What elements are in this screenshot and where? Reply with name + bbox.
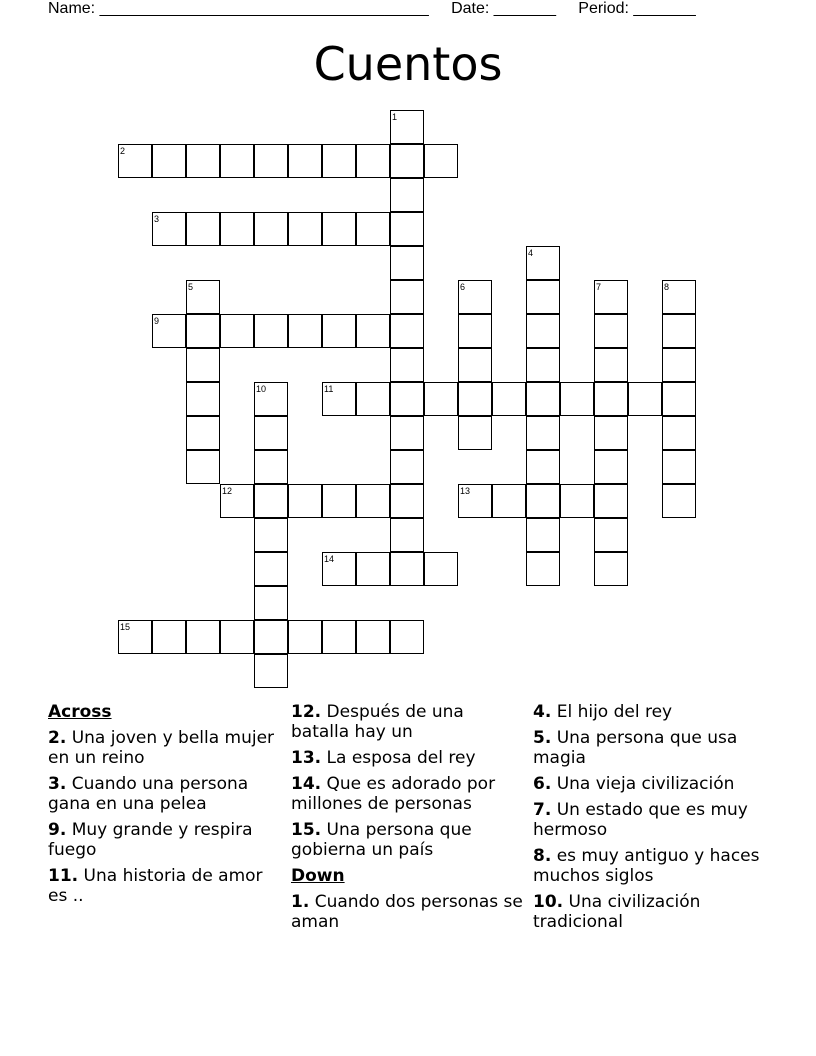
grid-cell[interactable] (390, 110, 424, 144)
grid-cell[interactable] (662, 484, 696, 518)
grid-cell[interactable] (390, 280, 424, 314)
grid-cell[interactable] (492, 484, 526, 518)
grid-cell[interactable] (458, 382, 492, 416)
grid-cell[interactable] (322, 484, 356, 518)
grid-cell[interactable] (220, 212, 254, 246)
grid-cell[interactable] (662, 280, 696, 314)
grid-cell[interactable] (458, 280, 492, 314)
grid-cell[interactable] (390, 552, 424, 586)
down-clue: 6. Una vieja civilización (533, 774, 735, 794)
clue-number: 15 (120, 622, 131, 632)
grid-cell[interactable] (662, 382, 696, 416)
grid-cell[interactable] (220, 144, 254, 178)
grid-cell[interactable] (390, 620, 424, 654)
grid-cell[interactable] (424, 382, 458, 416)
grid-cell[interactable] (186, 450, 220, 484)
grid-cell[interactable] (288, 212, 322, 246)
grid-cell[interactable] (322, 144, 356, 178)
name-label: Name: (48, 0, 100, 17)
grid-cell[interactable] (152, 620, 186, 654)
grid-cell[interactable] (186, 348, 220, 382)
down-clue: 5. Una persona que usa magia (533, 728, 738, 768)
grid-cell[interactable] (390, 450, 424, 484)
clue-number: 13 (460, 486, 471, 496)
grid-cell[interactable] (594, 416, 628, 450)
grid-cell[interactable] (390, 144, 424, 178)
clue-column-1 (48, 702, 284, 912)
clue-number: 9 (154, 316, 160, 326)
down-clue: 4. El hijo del rey (533, 702, 673, 722)
puzzle-title: Cuentos (313, 37, 503, 91)
grid-cell[interactable] (356, 484, 390, 518)
grid-cell[interactable] (254, 654, 288, 688)
grid-cell[interactable] (254, 552, 288, 586)
grid-cell[interactable] (594, 552, 628, 586)
across-clue: 15. Una persona que gobierna un país (291, 820, 472, 860)
clue-number: 4 (528, 248, 534, 258)
across-clue: 12. Después de una batalla hay un (291, 702, 464, 742)
clue-number: 3 (154, 214, 160, 224)
grid-cell[interactable] (390, 314, 424, 348)
grid-cell[interactable] (254, 586, 288, 620)
grid-cell[interactable] (186, 416, 220, 450)
grid-cell[interactable] (152, 212, 186, 246)
clue-number: 14 (324, 554, 335, 564)
across-clue: 3. Cuando una persona gana en una pelea (48, 774, 249, 814)
across-clue: 9. Muy grande y respira fuego (48, 820, 253, 860)
clue-number: 10 (256, 384, 267, 394)
grid-cell[interactable] (356, 382, 390, 416)
grid-cell[interactable] (356, 552, 390, 586)
grid-cell[interactable] (526, 348, 560, 382)
grid-cell[interactable] (424, 144, 458, 178)
grid-cell[interactable] (526, 314, 560, 348)
grid-cell[interactable] (390, 212, 424, 246)
grid-cell[interactable] (288, 314, 322, 348)
across-heading: Across (48, 702, 112, 722)
grid-cell[interactable] (458, 348, 492, 382)
grid-cell[interactable] (594, 484, 628, 518)
grid-cell[interactable] (526, 280, 560, 314)
grid-cell[interactable] (458, 314, 492, 348)
clue-number: 6 (460, 282, 466, 292)
grid-cell[interactable] (492, 382, 526, 416)
grid-cell[interactable] (288, 620, 322, 654)
grid-cell[interactable] (594, 348, 628, 382)
grid-cell[interactable] (186, 144, 220, 178)
grid-cell[interactable] (254, 416, 288, 450)
grid-cell[interactable] (186, 212, 220, 246)
grid-cell[interactable] (356, 212, 390, 246)
date-label: Date: (451, 0, 494, 17)
grid-cell[interactable] (220, 620, 254, 654)
grid-cell[interactable] (560, 484, 594, 518)
period-label: Period: (578, 0, 634, 17)
grid-cell[interactable] (220, 314, 254, 348)
grid-cell[interactable] (390, 348, 424, 382)
grid-cell[interactable] (322, 620, 356, 654)
across-clue: 11. Una historia de amor es .. (48, 866, 263, 906)
clue-number: 11 (324, 384, 334, 394)
clue-column-3 (533, 702, 773, 938)
grid-cell[interactable] (152, 144, 186, 178)
grid-cell[interactable] (356, 144, 390, 178)
grid-cell[interactable] (594, 450, 628, 484)
grid-cell[interactable] (356, 620, 390, 654)
grid-cell[interactable] (594, 382, 628, 416)
grid-cell[interactable] (390, 484, 424, 518)
grid-cell[interactable] (560, 382, 594, 416)
grid-cell[interactable] (390, 246, 424, 280)
down-clue: 10. Una civilización tradicional (533, 892, 701, 932)
grid-cell[interactable] (254, 314, 288, 348)
grid-cell[interactable] (186, 620, 220, 654)
grid-cell[interactable] (254, 144, 288, 178)
grid-cell[interactable] (254, 484, 288, 518)
across-clue: 2. Una joven y bella mujer en un reino (48, 728, 275, 768)
grid-cell[interactable] (390, 178, 424, 212)
grid-cell[interactable] (322, 314, 356, 348)
grid-cell[interactable] (186, 280, 220, 314)
grid-cell[interactable] (118, 620, 152, 654)
grid-cell[interactable] (594, 314, 628, 348)
period-blank[interactable]: _______ (633, 0, 696, 17)
date-blank[interactable]: _______ (493, 0, 557, 17)
grid-cell[interactable] (390, 382, 424, 416)
grid-cell[interactable] (526, 484, 560, 518)
clue-number: 5 (188, 282, 194, 292)
grid-cell[interactable] (186, 382, 220, 416)
grid-cell[interactable] (458, 484, 492, 518)
grid-cell[interactable] (424, 552, 458, 586)
grid-cell[interactable] (662, 450, 696, 484)
grid-cell[interactable] (390, 416, 424, 450)
grid-cell[interactable] (254, 382, 288, 416)
clue-column-2 (291, 702, 527, 938)
grid-cell[interactable] (254, 620, 288, 654)
grid-cell[interactable] (662, 314, 696, 348)
grid-cell[interactable] (288, 144, 322, 178)
grid-cell[interactable] (526, 552, 560, 586)
grid-cell[interactable] (152, 314, 186, 348)
grid-cell[interactable] (186, 314, 220, 348)
grid-cell[interactable] (526, 450, 560, 484)
grid-cell[interactable] (458, 416, 492, 450)
grid-cell[interactable] (526, 518, 560, 552)
grid-cell[interactable] (662, 348, 696, 382)
grid-cell[interactable] (594, 518, 628, 552)
across-clue: 14. Que es adorado por millones de personas (291, 774, 496, 814)
grid-cell[interactable] (390, 518, 424, 552)
name-blank[interactable]: _____________________________________ (99, 0, 429, 17)
grid-cell[interactable] (356, 314, 390, 348)
clue-number: 8 (664, 282, 670, 292)
down-clue: 7. Un estado que es muy hermoso (533, 800, 748, 840)
grid-cell[interactable] (288, 484, 322, 518)
down-heading: Down (291, 866, 345, 886)
grid-cell[interactable] (322, 552, 356, 586)
grid-cell[interactable] (594, 280, 628, 314)
clue-number: 2 (120, 146, 126, 156)
clue-number: 7 (596, 282, 602, 292)
clue-number: 1 (392, 112, 398, 122)
down-clue: 8. es muy antiguo y haces muchos siglos (533, 846, 760, 886)
grid-cell[interactable] (526, 382, 560, 416)
grid-cell[interactable] (322, 212, 356, 246)
across-clue: 13. La esposa del rey (291, 748, 476, 768)
grid-cell[interactable] (118, 144, 152, 178)
grid-cell[interactable] (526, 246, 560, 280)
grid-cell[interactable] (628, 382, 662, 416)
grid-cell[interactable] (254, 212, 288, 246)
grid-cell[interactable] (662, 416, 696, 450)
grid-cell[interactable] (254, 518, 288, 552)
grid-cell[interactable] (526, 416, 560, 450)
grid-cell[interactable] (254, 450, 288, 484)
clue-number: 12 (222, 486, 233, 496)
grid-cell[interactable] (220, 484, 254, 518)
grid-cell[interactable] (322, 382, 356, 416)
down-clue: 1. Cuando dos personas se aman (291, 892, 523, 932)
